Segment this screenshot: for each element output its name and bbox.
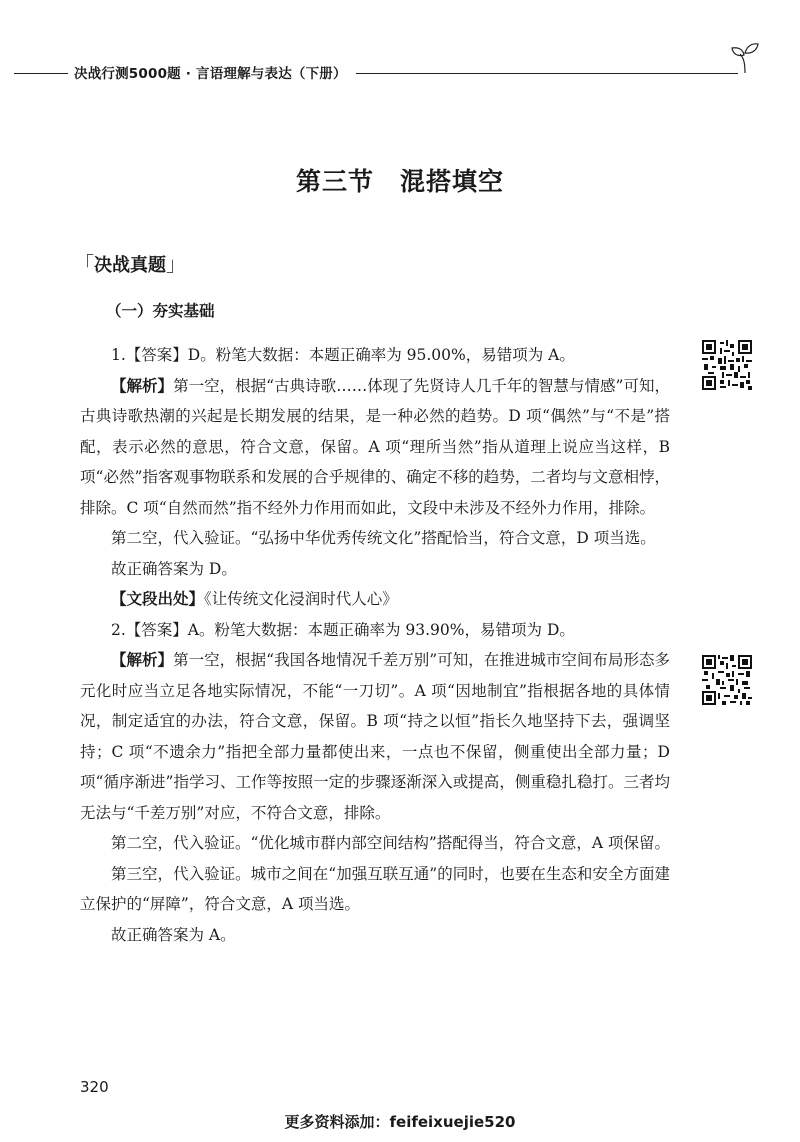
bracket-open: 「 xyxy=(74,252,94,276)
section-name: 混搭填空 xyxy=(400,167,505,196)
header-rule-right xyxy=(356,73,738,74)
qr-code-1 xyxy=(702,340,752,390)
running-title: 决战行测5000题 · 言语理解与表达（下册） xyxy=(74,66,347,82)
q1-blank2: 第二空，代入验证。“弘扬中华优秀传统文化”搭配恰当，符合文意，D 项当选。 xyxy=(111,529,656,547)
q1-source xyxy=(80,584,670,615)
q1-analysis-text: 第一空，根据“古典诗歌……体现了先贤诗人几千年的智慧与情感”可知，古典诗歌热潮的兴起是长期发展的结果，是一种必然的趋势。D 项“偶然”与“不是”搭配，表示必然的意思，符合文意，保留。A 项“理所当然”指从道理上说应当这样，B 项“必然”指客观事物联系和发展的合乎规律的、确定不移的趋势，二者均与文意相悖，排除。C 项“自然而然”指不经外力作用而如此，文段中未涉及不经外力作用，排除。 xyxy=(80,376,670,517)
bracket-close: 」 xyxy=(166,252,186,276)
content-body xyxy=(80,340,670,950)
q1-analysis-tag: 【解析】 xyxy=(111,376,174,395)
qr-code-2 xyxy=(702,655,752,705)
q2-analysis xyxy=(80,645,670,828)
q2-conclusion: 故正确答案为 A。 xyxy=(111,925,236,944)
section-number: 第三节 xyxy=(295,167,374,196)
sub-heading: （一）夯实基础 xyxy=(106,302,215,320)
running-header xyxy=(0,58,800,88)
q1-analysis xyxy=(80,371,670,524)
q1-source-tag: 【文段出处】 xyxy=(111,590,205,608)
sprout-icon xyxy=(730,40,760,74)
q2-analysis-text: 第一空，根据“我国各地情况千差万别”可知，在推进城市空间布局形态多元化时应当立足各地实际情况，不能“一刀切”。A 项“因地制宜”指根据各地的具体情况，制定适宜的办法，符合文意，保留。B 项“持之以恒”指长久地坚持下去，强调坚持；C 项“不遗余力”指把全部力量都使出来，一点也不保留，侧重使出全部力量；D 项“循序渐进”指学习、工作等按照一定的步骤逐渐深入或提高，侧重稳扎稳打。三者均无法与“千差万别”对应，不符合文意，排除。 xyxy=(80,651,670,822)
q2-analysis-tag: 【解析】 xyxy=(111,651,174,669)
q1-conclusion: 故正确答案为 D。 xyxy=(111,559,237,578)
q1-answer-line: 1.【答案】D。粉笔大数据：本题正确率为 95.00%，易错项为 A。 xyxy=(111,346,575,364)
footer-note: 更多资料添加：feifeixuejie520 xyxy=(284,1113,516,1131)
page-number: 320 xyxy=(80,1078,109,1096)
q2-blank2: 第二空，代入验证。“优化城市群内部空间结构”搭配得当，符合文意，A 项保留。 xyxy=(111,834,670,852)
bracket-heading xyxy=(74,248,186,277)
bracket-heading-text: 决战真题 xyxy=(94,255,166,276)
header-rule-left xyxy=(14,73,68,74)
q2-answer-line: 2.【答案】A。粉笔大数据：本题正确率为 93.90%，易错项为 D。 xyxy=(111,620,575,639)
section-title xyxy=(0,162,800,198)
q2-blank3: 第三空，代入验证。城市之间在“加强互联互通”的同时，也要在生态和安全方面建立保护的“屏障”，符合文意，A 项当选。 xyxy=(80,864,670,913)
q1-source-text: 《让传统文化浸润时代人心》 xyxy=(204,590,398,608)
